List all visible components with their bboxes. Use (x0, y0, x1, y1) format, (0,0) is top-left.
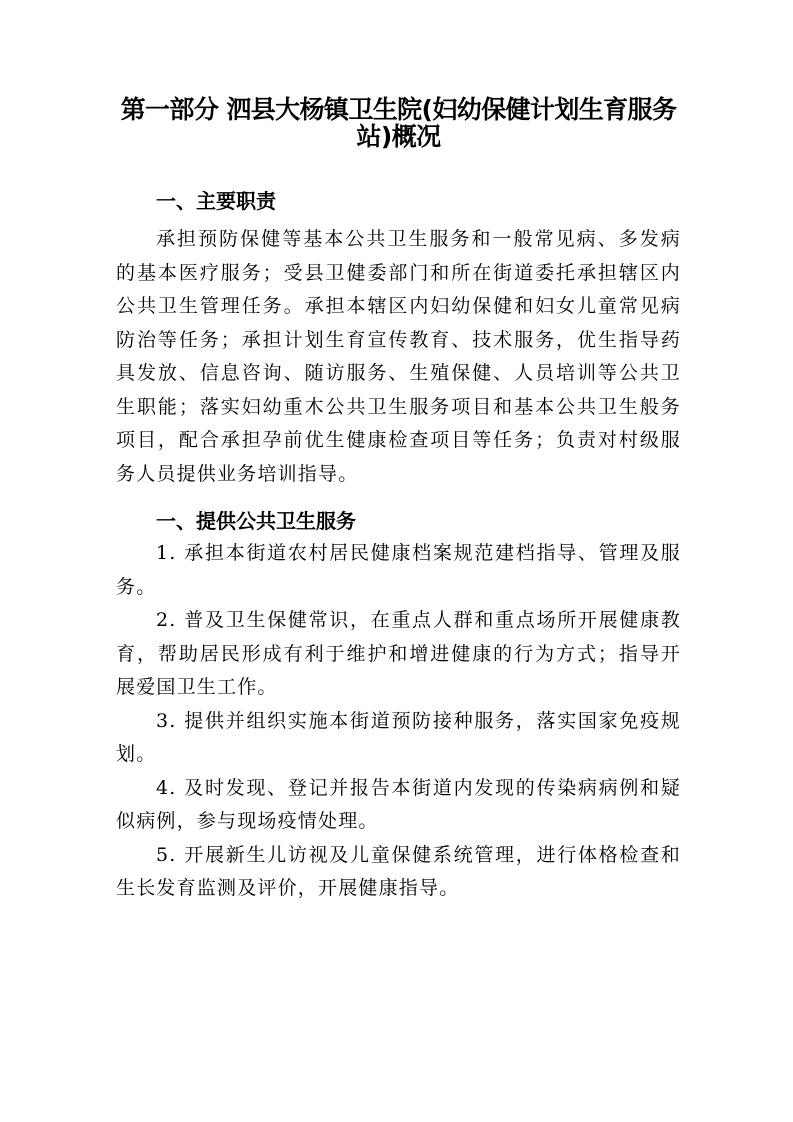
list-item: 4. 及时发现、登记并报告本街道内发现的传染病病例和疑似病例，参与现场疫情处理。 (116, 776, 681, 832)
section-heading-public-health-services: 一、提供公共卫生服务 (156, 509, 356, 533)
page-title: 第一部分 泗县大杨镇卫生院(妇幼保健计划生育服务站)概况 (120, 95, 677, 151)
list-item: 2. 普及卫生保健常识，在重点人群和重点场所开展健康教育，帮助居民形成有利于维护和增进健康的行为方式；指导开展爱国卫生工作。 (116, 609, 681, 698)
list-item: 1. 承担本街道农村居民健康档案规范建档指导、管理及服务。 (116, 542, 681, 598)
list-item: 3. 提供并组织实施本街道预防接种服务，落实国家免疫规划。 (116, 709, 681, 765)
section-heading-main-duties: 一、主要职责 (156, 189, 276, 213)
list-item: 5. 开展新生儿访视及儿童保健系统管理，进行体格检查和生长发育监测及评价，开展健康指导。 (116, 843, 681, 899)
duties-paragraph: 承担预防保健等基本公共卫生服务和一般常见病、多发病的基本医疗服务；受县卫健委部门和所在街道委托承担辖区内公共卫生管理任务。承担本辖区内妇幼保健和妇女儿童常见病防治等任务；承担计划生育宣传教育、技术服务，优生指导药具发放、信息咨询、随访服务、生殖保健、人员培训等公共卫生职能；落实妇幼重木公共卫生服务项目和基本公共卫生般务项目，配合承担孕前优生健康检查项目等任务；负责对村级服务人员提供业务培训指导。 (116, 228, 681, 485)
